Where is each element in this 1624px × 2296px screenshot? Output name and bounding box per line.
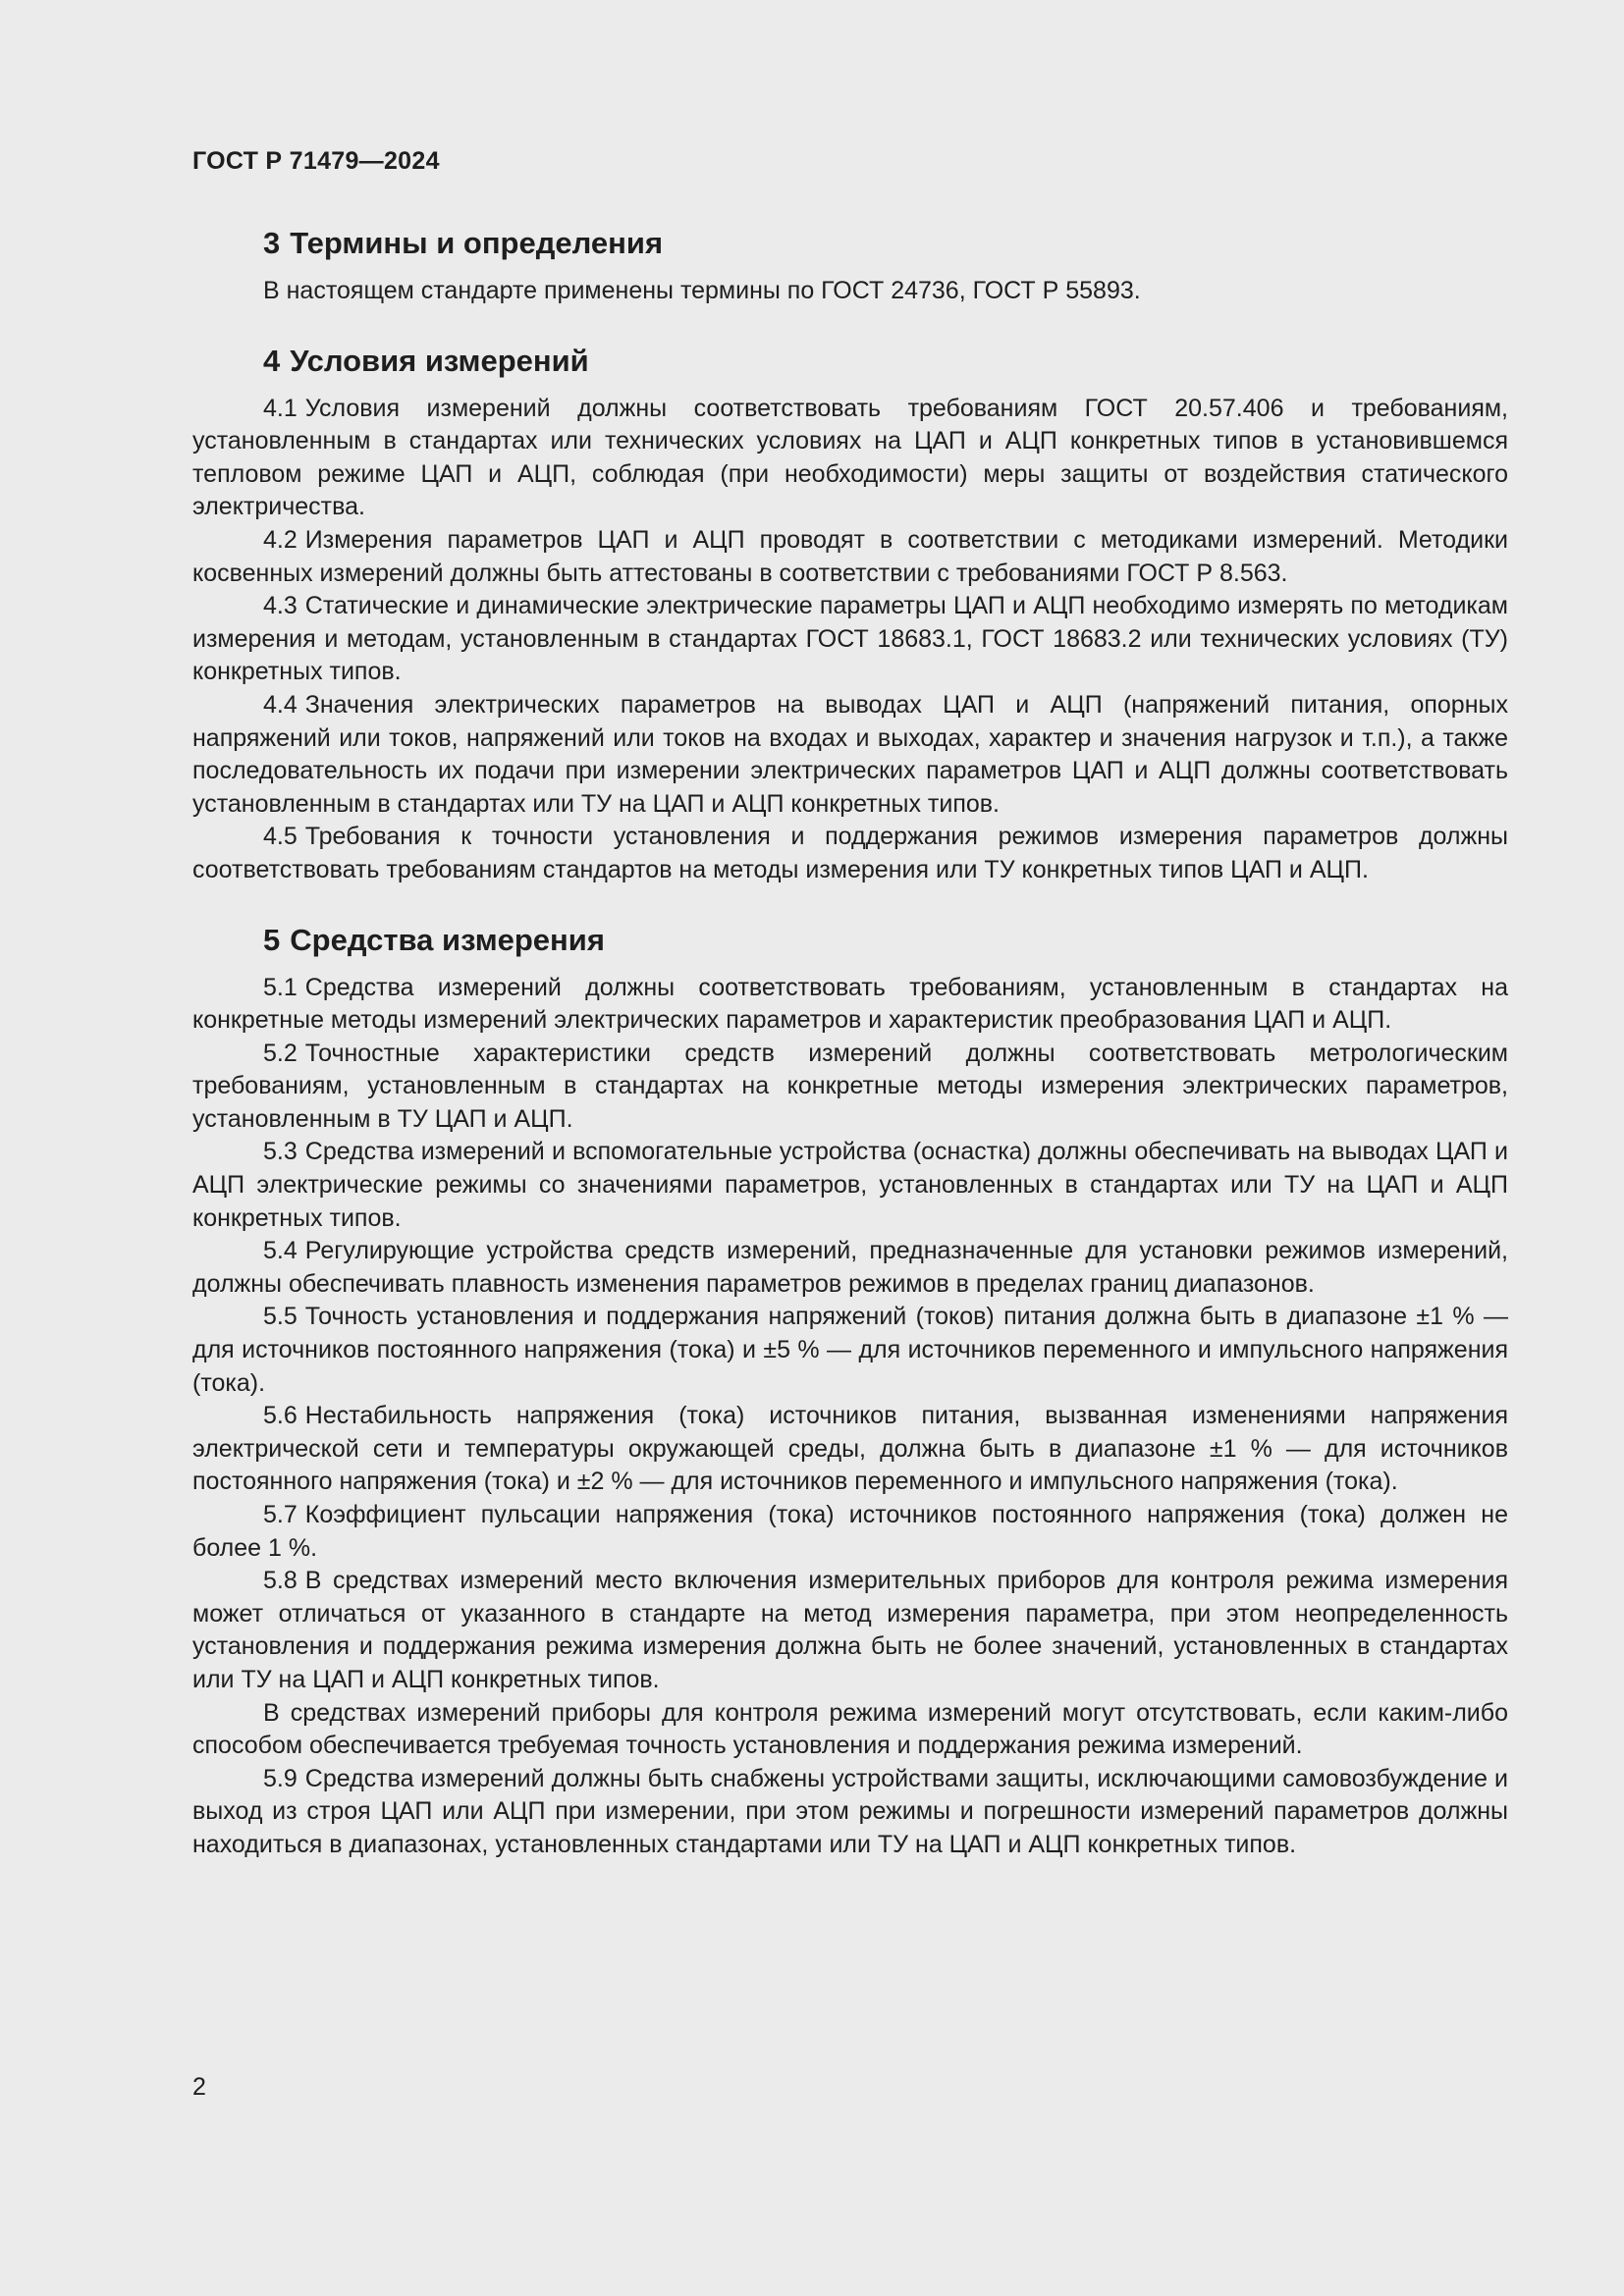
section-heading [192, 224, 1508, 263]
page-number: 2 [192, 2073, 206, 2101]
paragraph-text: В средствах измерений приборы для контроля режима измерений могут отсутствовать, если каким-либо способом обеспечивается требуемая точность установления и поддержания режима измерений. [192, 1698, 1508, 1760]
paragraph-number: 5.5 [263, 1303, 298, 1331]
section-heading [192, 921, 1508, 960]
paragraph [192, 1697, 1508, 1763]
paragraph-text: Условия измерений должны соответствовать требованиям ГОСТ 20.57.406 и требованиям, установленным в стандартах или технических условиях на ЦАП и АЦП конкретных типов в установившемся тепловом режиме ЦАП и АЦП, соблюдая (при необходимости) меры защиты от воздействия статического электричества. [192, 394, 1508, 521]
paragraph-number: 4.1 [263, 394, 298, 422]
paragraph-text: Точностные характеристики средств измерений должны соответствовать метрологическим требованиям, установленным в стандартах на конкретные методы измерения электрических параметров, установленным в ТУ ЦАП и АЦП. [192, 1039, 1508, 1133]
paragraph [192, 1499, 1508, 1565]
paragraph-number: 5.9 [263, 1764, 298, 1792]
section-number: 3 [263, 226, 281, 260]
document-header: ГОСТ Р 71479—2024 [192, 147, 440, 175]
paragraph-text: Нестабильность напряжения (тока) источников питания, вызванная изменениями напряжения электрической сети и температуры окружающей среды, должна быть в диапазоне ±1 % — для источников постоянного напряжения (тока) и ±2 % — для источников переменного и импульсного напряжения (тока). [192, 1402, 1508, 1496]
paragraph [192, 1136, 1508, 1235]
paragraph [192, 1400, 1508, 1499]
paragraph-number: 4.4 [263, 690, 298, 719]
paragraph-text: В настоящем стандарте применены термины по ГОСТ 24736, ГОСТ Р 55893. [263, 277, 1141, 304]
paragraph-number: 5.7 [263, 1501, 298, 1528]
paragraph-text: Средства измерений должны соответствовать требованиям, установленным в стандартах на конкретные методы измерений электрических параметров и характеристик преобразования ЦАП и АЦП. [192, 973, 1508, 1035]
paragraph-number: 4.2 [263, 525, 298, 554]
paragraph-text: Средства измерений и вспомогательные устройства (оснастка) должны обеспечивать на выводах ЦАП и АЦП электрические режимы со значениями параметров, установленных в стандартах или ТУ на ЦАП и АЦП конкретных типов. [192, 1138, 1508, 1232]
section-title: Термины и определения [290, 226, 664, 260]
paragraph-number: 5.8 [263, 1567, 298, 1595]
paragraph [192, 275, 1508, 308]
paragraph [192, 1565, 1508, 1696]
paragraph-text: Коэффициент пульсации напряжения (тока) источников постоянного напряжения (тока) должен не более 1 %. [192, 1501, 1508, 1562]
paragraph-text: Значения электрических параметров на выводах ЦАП и АЦП (напряжений питания, опорных напряжений или токов, напряжений или токов на входах и выходах, характер и значения нагрузок и т.п.), а также последовательность их подачи при измерении электрических параметров ЦАП и АЦП должны соответствовать установленным в стандартах или ТУ на ЦАП и АЦП конкретных типов. [192, 690, 1508, 818]
paragraph-number: 4.3 [263, 592, 298, 620]
paragraph-number: 4.5 [263, 823, 298, 851]
paragraph-text: В средствах измерений место включения измерительных приборов для контроля режима измерения может отличаться от указанного в стандарте на метод измерения параметра, при этом неопределенность установления и поддержания режима измерения должна быть не более значений, установленных в стандартах или ТУ на ЦАП и АЦП конкретных типов. [192, 1567, 1508, 1693]
paragraph-text: Требования к точности установления и поддержания режимов измерения параметров должны соответствовать требованиям стандартов на методы измерения или ТУ конкретных типов ЦАП и АЦП. [192, 823, 1508, 883]
paragraph [192, 821, 1508, 886]
paragraph [192, 393, 1508, 524]
paragraph-number: 5.1 [263, 973, 298, 1001]
paragraph [192, 1301, 1508, 1400]
section-number: 5 [263, 922, 281, 957]
section-number: 4 [263, 343, 281, 378]
paragraph-text: Регулирующие устройства средств измерений, предназначенные для установки режимов измерений, должны обеспечивать плавность изменения параметров режимов в пределах границ диапазонов. [192, 1237, 1508, 1298]
paragraph-number: 5.6 [263, 1402, 298, 1430]
paragraph-text: Статические и динамические электрические параметры ЦАП и АЦП необходимо измерять по методикам измерения и методам, установленным в стандартах ГОСТ 18683.1, ГОСТ 18683.2 или технических условиях (ТУ) конкретных типов. [192, 592, 1508, 686]
paragraph [192, 590, 1508, 689]
document-body [192, 224, 1508, 1862]
paragraph [192, 1235, 1508, 1301]
paragraph [192, 1763, 1508, 1862]
paragraph-number: 5.4 [263, 1237, 298, 1265]
paragraph [192, 524, 1508, 590]
paragraph-text: Измерения параметров ЦАП и АЦП проводят в соответствии с методиками измерений. Методики косвенных измерений должны быть аттестованы в соответствии с требованиями ГОСТ Р 8.563. [192, 525, 1508, 587]
section-heading [192, 342, 1508, 381]
paragraph [192, 1038, 1508, 1137]
paragraph [192, 972, 1508, 1038]
paragraph-text: Средства измерений должны быть снабжены устройствами защиты, исключающими самовозбуждение и выход из строя ЦАП или АЦП при измерении, при этом режимы и погрешности измерений параметров должны находиться в диапазонах, установленных стандартами или ТУ на ЦАП и АЦП конкретных типов. [192, 1764, 1508, 1858]
paragraph [192, 689, 1508, 821]
paragraph-text: Точность установления и поддержания напряжений (токов) питания должна быть в диапазоне ±1 % — для источников постоянного напряжения (тока) и ±5 % — для источников переменного и импульсного напряжения (тока). [192, 1303, 1508, 1397]
paragraph-number: 5.3 [263, 1138, 298, 1166]
paragraph-number: 5.2 [263, 1039, 298, 1067]
section-title: Условия измерений [290, 343, 589, 378]
section-title: Средства измерения [290, 922, 605, 957]
